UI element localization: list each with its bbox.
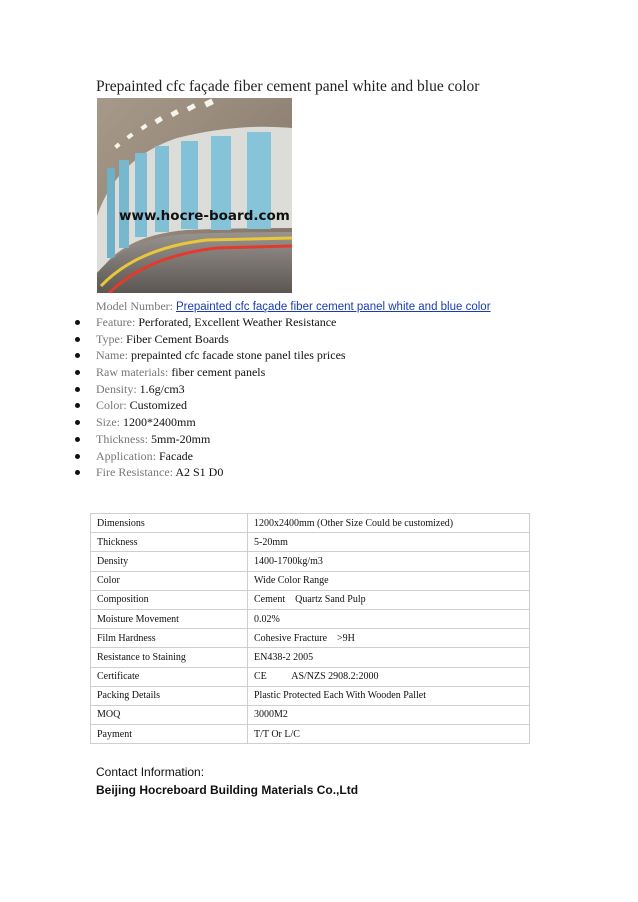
table-row: [91, 648, 530, 667]
spec-value: 3000M2: [248, 705, 530, 724]
feature-value: Facade: [159, 448, 193, 463]
page-title: Prepainted cfc façade fiber cement panel white and blue color: [96, 78, 480, 95]
spec-value: 1200x2400mm (Other Size Could be customized): [248, 514, 530, 533]
feature-value: 1200*2400mm: [123, 415, 196, 430]
spec-value: 5-20mm: [248, 533, 530, 552]
contact-heading: Contact Information:: [96, 765, 205, 779]
bullet-icon: [75, 420, 80, 425]
spec-name: Film Hardness: [91, 629, 248, 648]
list-item: [0, 464, 346, 481]
list-item: [0, 381, 346, 398]
feature-label: Fire Resistance:: [96, 465, 173, 480]
model-number-label: Model Number:: [96, 299, 173, 313]
table-row: [91, 686, 530, 705]
feature-label: Raw materials:: [96, 365, 169, 380]
bullet-icon: [75, 403, 80, 408]
feature-value: 5mm-20mm: [151, 431, 211, 446]
list-item: [0, 431, 346, 448]
bullet-icon: [75, 337, 80, 342]
spec-value: 0.02%: [248, 609, 530, 628]
feature-label: Application:: [96, 448, 156, 463]
model-number-link[interactable]: Prepainted cfc façade fiber cement panel white and blue color: [176, 301, 491, 313]
bullet-icon: [75, 470, 80, 475]
product-photo: [97, 98, 292, 293]
spec-value: Plastic Protected Each With Wooden Pallet: [248, 686, 530, 705]
table-row: [91, 705, 530, 724]
feature-label: Name:: [96, 348, 128, 363]
spec-value: CE AS/NZS 2908.2:2000: [248, 667, 530, 686]
spec-name: Moisture Movement: [91, 609, 248, 628]
spec-name: Dimensions: [91, 514, 248, 533]
spec-value: Wide Color Range: [248, 571, 530, 590]
spec-value: 1400-1700kg/m3: [248, 552, 530, 571]
feature-value: Perforated, Excellent Weather Resistance: [138, 315, 337, 329]
list-item: [0, 364, 346, 381]
feature-value: fiber cement panels: [171, 365, 266, 380]
spec-value: T/T Or L/C: [248, 725, 530, 744]
table-row: [91, 725, 530, 744]
spec-name: MOQ: [91, 705, 248, 724]
feature-label: Density:: [96, 381, 137, 396]
spec-name: Density: [91, 552, 248, 571]
list-item: [0, 414, 346, 431]
spec-name: Resistance to Staining: [91, 648, 248, 667]
spec-name: Packing Details: [91, 686, 248, 705]
list-item: [0, 397, 346, 414]
bullet-icon: [75, 437, 80, 442]
watermark-text: www.hocre-board.com: [119, 208, 290, 224]
spec-value: EN438-2 2005: [248, 648, 530, 667]
feature-label: Thickness:: [96, 431, 148, 446]
feature-list: [0, 314, 346, 481]
spec-name: Color: [91, 571, 248, 590]
feature-value: prepainted cfc facade stone panel tiles prices: [131, 348, 346, 363]
table-row: [91, 629, 530, 648]
spec-name: Thickness: [91, 533, 248, 552]
feature-label: Size:: [96, 415, 120, 430]
spec-name: Composition: [91, 590, 248, 609]
list-item: [0, 347, 346, 364]
spec-name: Certificate: [91, 667, 248, 686]
table-row: [91, 552, 530, 571]
table-row: [91, 590, 530, 609]
list-item: [0, 448, 346, 465]
feature-value: Fiber Cement Boards: [126, 331, 229, 346]
list-item: [0, 314, 346, 331]
table-row: [91, 571, 530, 590]
table-row: [91, 514, 530, 533]
list-item: [0, 331, 346, 348]
spec-table: [90, 513, 530, 744]
feature-label: Type:: [96, 331, 124, 346]
feature-value: Customized: [129, 398, 187, 413]
model-number-line: [96, 299, 491, 314]
bullet-icon: [75, 387, 80, 392]
feature-value: A2 S1 D0: [175, 465, 224, 480]
bullet-icon: [75, 353, 80, 358]
spec-value: Cohesive Fracture >9H: [248, 629, 530, 648]
feature-label: Feature:: [96, 315, 136, 329]
feature-value: 1.6g/cm3: [139, 381, 185, 396]
company-name: Beijing Hocreboard Building Materials Co.,Ltd: [96, 783, 359, 797]
table-row: [91, 533, 530, 552]
spec-value: Cement Quartz Sand Pulp: [248, 590, 530, 609]
bullet-icon: [75, 454, 80, 459]
tunnel-panel-image: [97, 98, 292, 293]
table-row: [91, 667, 530, 686]
table-row: [91, 609, 530, 628]
bullet-icon: [75, 320, 80, 325]
bullet-icon: [75, 370, 80, 375]
spec-name: Payment: [91, 725, 248, 744]
feature-label: Color:: [96, 398, 127, 413]
